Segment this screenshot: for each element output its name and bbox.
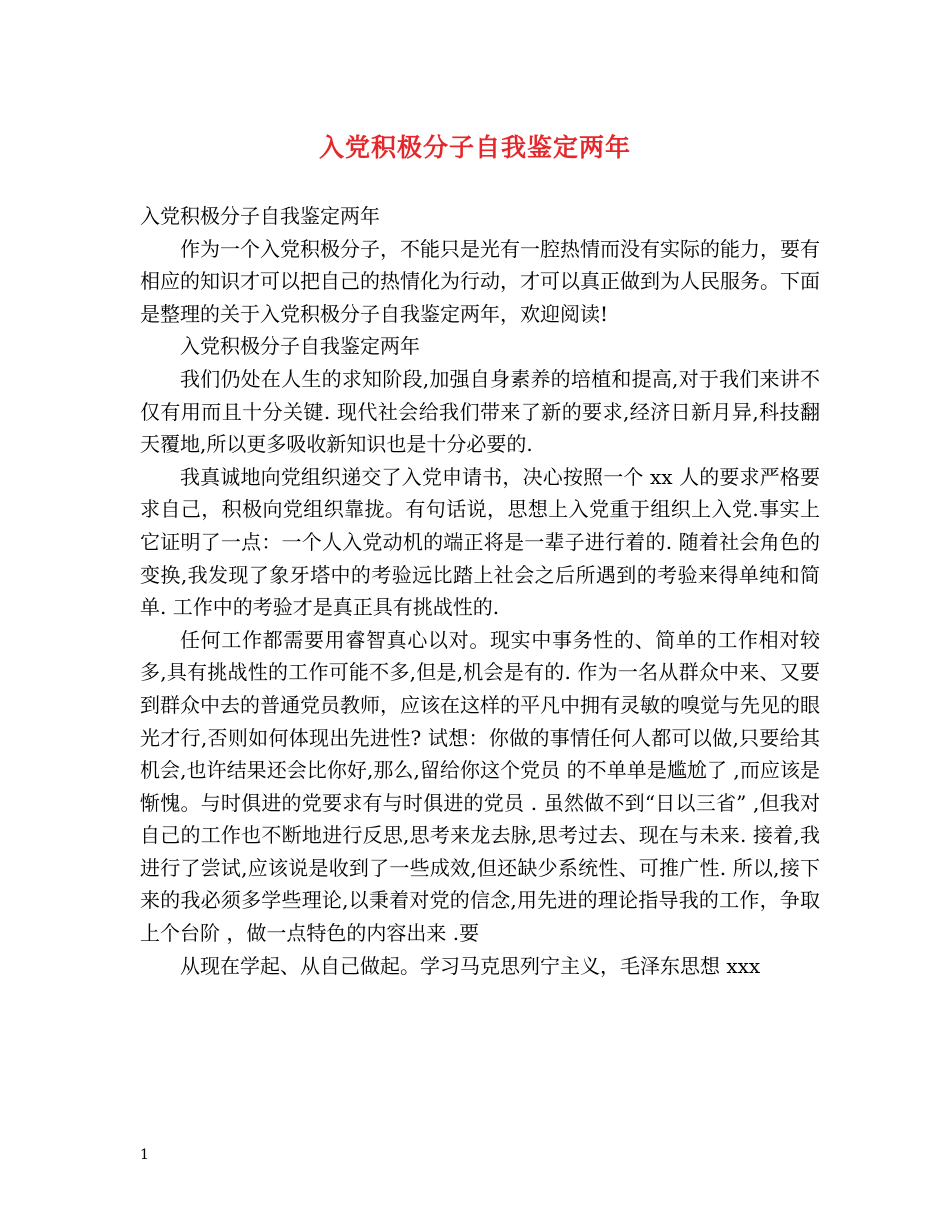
document-body — [140, 200, 820, 982]
body-paragraph: 任何工作都需要用睿智真心以对。现实中事务性的、简单的工作相对较多,具有挑战性的工作可能不多,但是,机会是有的. 作为一名从群众中来、又要到群众中去的普通党员教师，应该在这样的平凡中拥有灵敏的嗅觉与先见的眼光才行,否则如何体现出先进性? 试想：你做的事情任何人都可以做,只要给其机会,也许结果还会比你好,那么,留给你这个党员 的不单单是尴尬了 ,而应该是惭愧。与时俱进的党要求有与时俱进的党员 . 虽然做不到“日以三省” ,但我对自己的工作也不断地进行反思,思考来龙去脉,思考过去、现在与未来. 接着,我进行了尝试,应该说是收到了一些成效,但还缺少系统性、可推广性. 所以,接下来的我必须多学些理论,以秉着对党的信念,用先进的理论指导我的工作，争取上个台阶 ，做一点特色的内容出来 .要 — [140, 627, 820, 946]
intro-paragraph: 作为一个入党积极分子，不能只是光有一腔热情而没有实际的能力，要有相应的知识才可以把自己的热情化为行动，才可以真正做到为人民服务。下面是整理的关于入党积极分子自我鉴定两年，欢迎阅读! — [140, 236, 820, 326]
section-heading-paragraph: 入党积极分子自我鉴定两年 — [180, 334, 420, 359]
body-paragraph: 从现在学起、从自己做起。学习马克思列宁主义，毛泽东思想 xxx — [180, 953, 761, 978]
body-paragraph: 我们仍处在人生的求知阶段,加强自身素养的培植和提高,对于我们来讲不仅有用而且十分关键. 现代社会给我们带来了新的要求,经济日新月异,科技翻天覆地,所以更多吸收新知识也是十分必要的. — [140, 366, 820, 457]
body-paragraph: 我真诚地向党组织递交了入党申请书，决心按照一个 xx 人的要求严格要求自己，积极向党组织靠拢。有句话说，思想上入党重于组织上入党.事实上它证明了一点：一个人入党动机的端正将是一辈子进行着的. 随着社会角色的变换,我发现了象牙塔中的考验远比踏上社会之后所遇到的考验来得单纯和简单. 工作中的考验才是真正具有挑战性的. — [140, 464, 820, 620]
page-number: 1 — [140, 1147, 149, 1163]
document-title: 入党积极分子自我鉴定两年 — [318, 133, 631, 162]
subtitle-paragraph: 入党积极分子自我鉴定两年 — [140, 204, 380, 228]
